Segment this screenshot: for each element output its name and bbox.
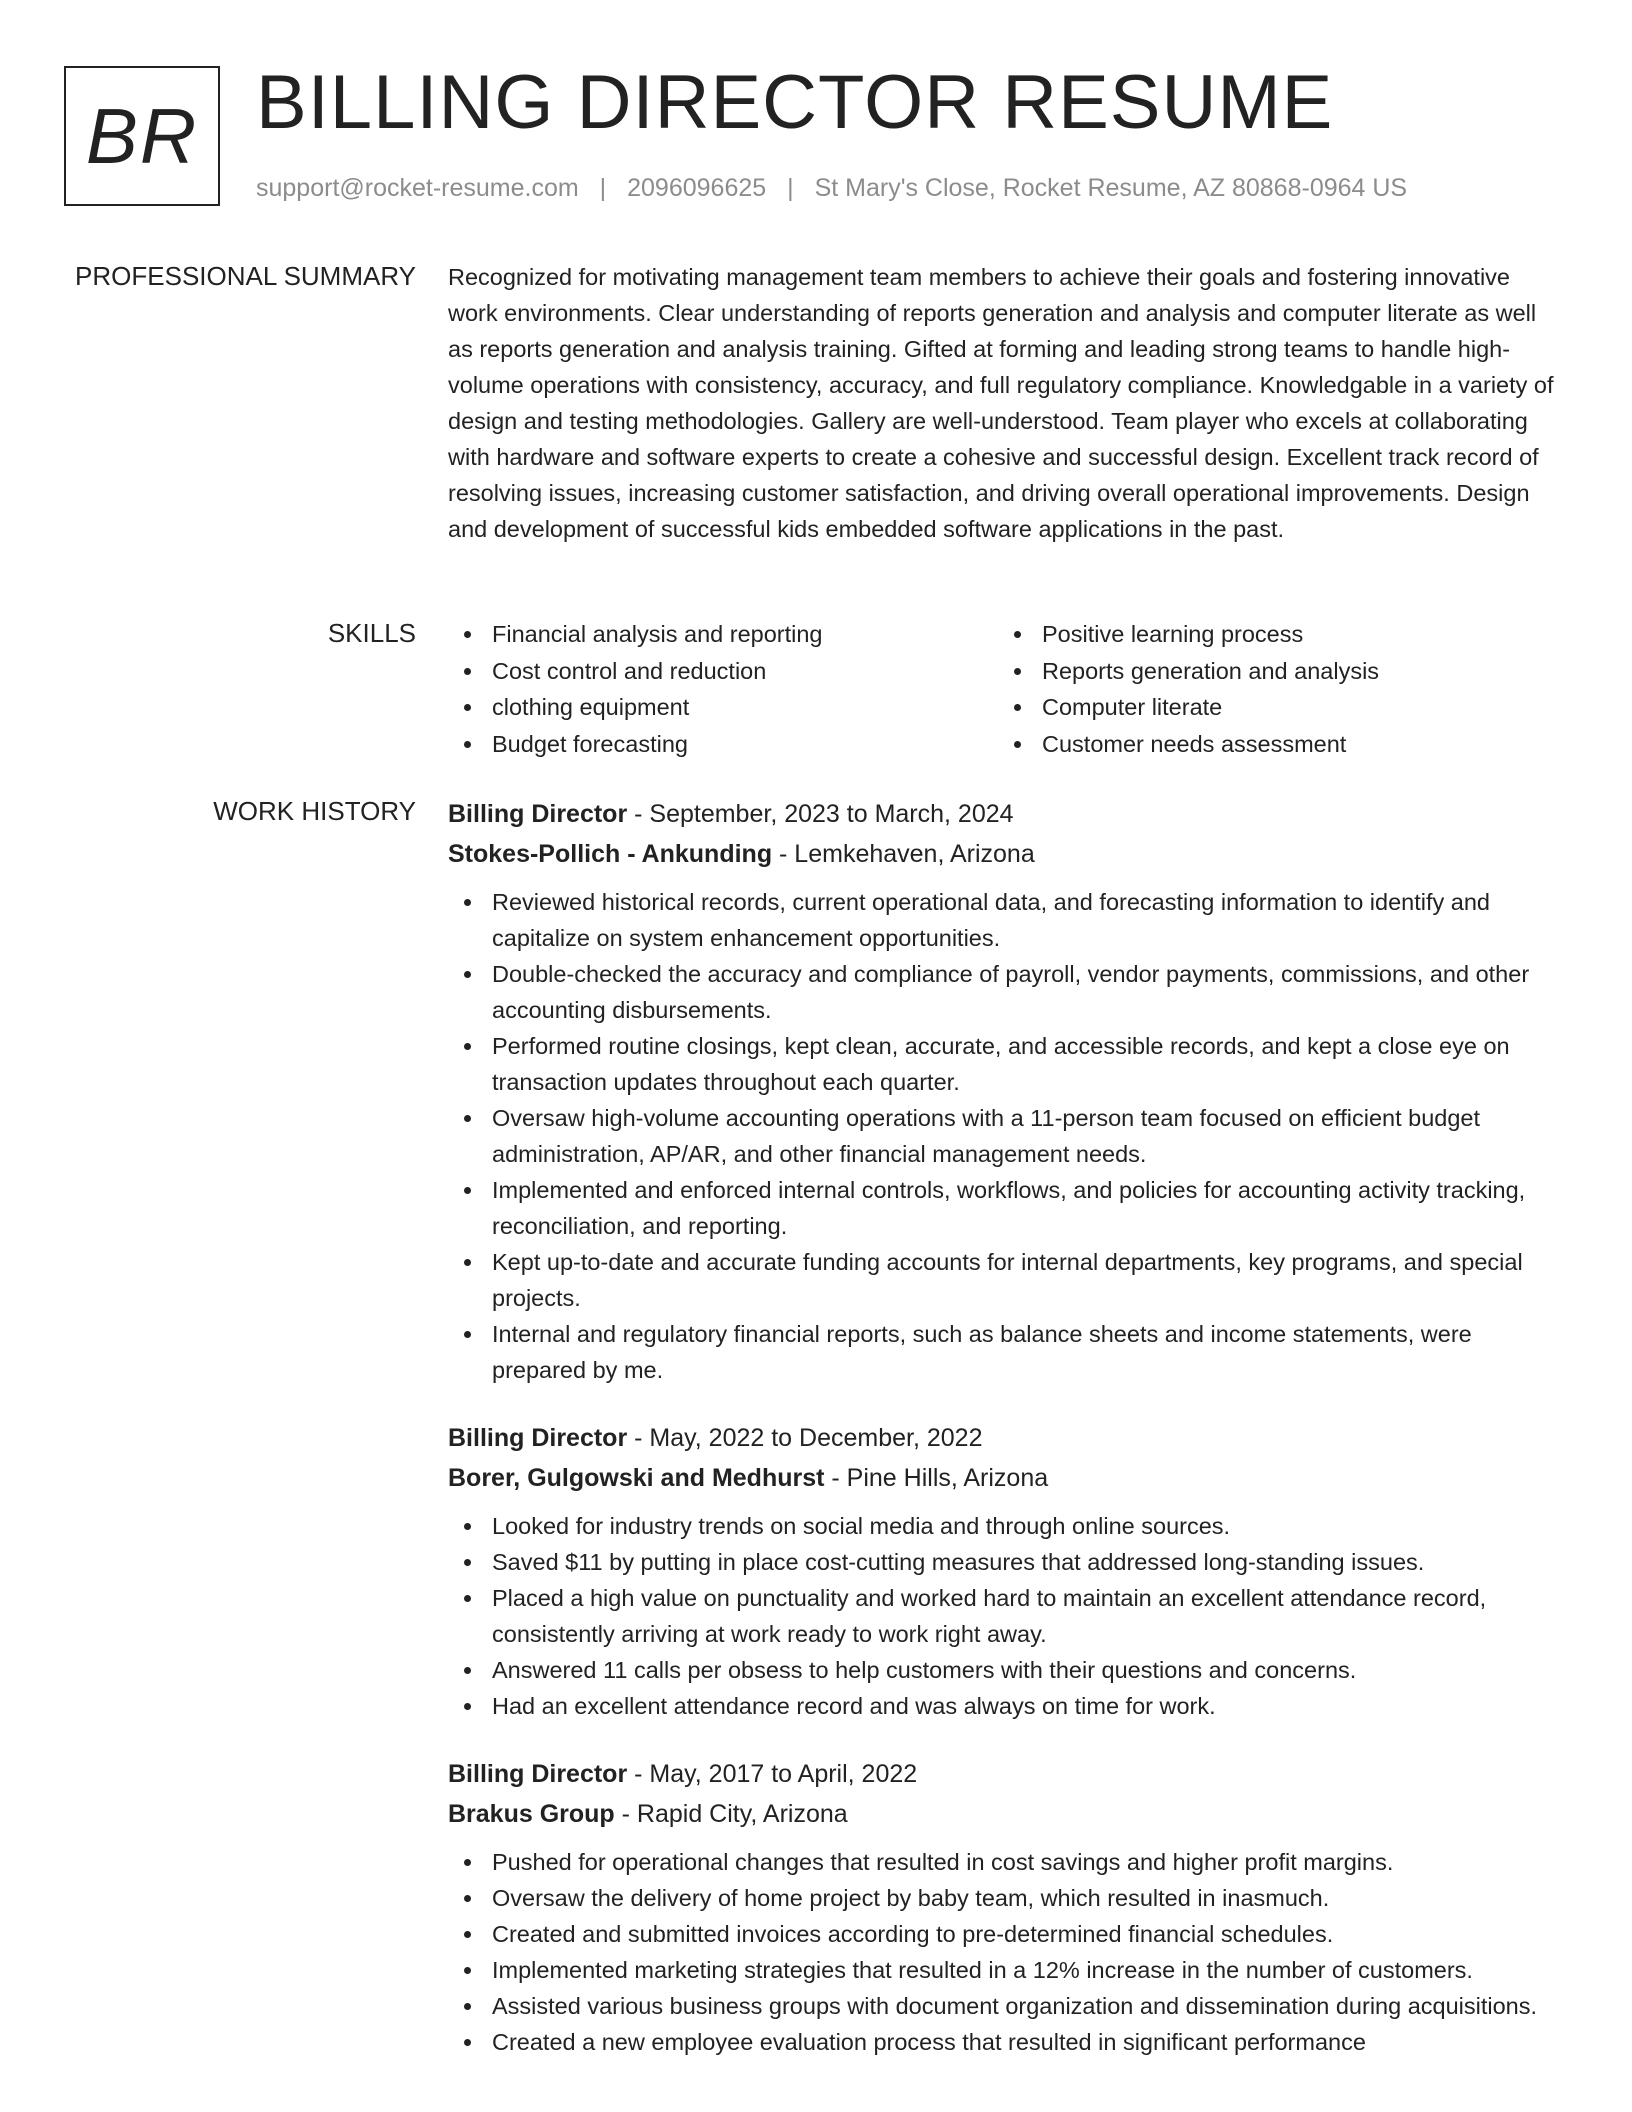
skills-column-left: [448, 616, 998, 762]
job-bullet: Implemented marketing strategies that resulted in a 12% increase in the number of customers.: [448, 1952, 1562, 1988]
skill-item: Positive learning process: [998, 616, 1548, 653]
skill-item: Financial analysis and reporting: [448, 616, 998, 653]
job-dates: - May, 2022 to December, 2022: [627, 1424, 983, 1452]
monogram-logo: BR: [64, 66, 220, 206]
skill-item: Customer needs assessment: [998, 726, 1548, 763]
contact-email: support@rocket-resume.com: [256, 174, 579, 202]
job-location: - Lemkehaven, Arizona: [772, 840, 1035, 868]
page-title: BILLING DIRECTOR RESUME: [256, 60, 1334, 145]
job-location: - Pine Hills, Arizona: [824, 1464, 1049, 1492]
summary-text: Recognized for motivating management team members to achieve their goals and fostering innovative work environments. Clear understanding of reports generation and analysis and computer literate as well as reports generation and analysis training. Gifted at forming and leading strong teams to handle high-volume operations with consistency, accuracy, and full regulatory compliance. Knowledgable in a variety of design and testing methodologies. Gallery are well-understood. Team player who excels at collaborating with hardware and software experts to create a cohesive and successful design. Excellent track record of resolving issues, increasing customer satisfaction, and driving overall operational improvements. Design and development of successful kids embedded software applications in the past.: [448, 264, 1554, 542]
job-company-line: [448, 1794, 1562, 1834]
skill-item: Reports generation and analysis: [998, 653, 1548, 690]
skills-label: SKILLS: [327, 618, 416, 648]
job-company-line: [448, 834, 1562, 874]
job-bullet: Oversaw high-volume accounting operations with a 11-person team focused on efficient budget administration, AP/AR, and other financial management needs.: [448, 1100, 1562, 1172]
work-history-body: [448, 794, 1562, 2090]
job-bullet: Reviewed historical records, current operational data, and forecasting information to identify and capitalize on system enhancement opportunities.: [448, 884, 1562, 956]
skill-item: Computer literate: [998, 689, 1548, 726]
job-bullets: [448, 1844, 1562, 2060]
job-bullet: Double-checked the accuracy and compliance of payroll, vendor payments, commissions, and other accounting disbursements.: [448, 956, 1562, 1028]
summary-label: PROFESSIONAL SUMMARY: [75, 261, 416, 291]
skill-item: clothing equipment: [448, 689, 998, 726]
skills-body: [448, 616, 1562, 762]
job-bullet: Implemented and enforced internal controls, workflows, and policies for accounting activity tracking, reconciliation, and reporting.: [448, 1172, 1562, 1244]
job-dates: - May, 2017 to April, 2022: [627, 1760, 918, 1788]
contact-separator: |: [787, 174, 794, 202]
job-dates: - September, 2023 to March, 2024: [627, 800, 1014, 828]
skill-item: Cost control and reduction: [448, 653, 998, 690]
job-title: Billing Director: [448, 1760, 628, 1788]
job-title: Billing Director: [448, 800, 628, 828]
job-bullet: Answered 11 calls per obsess to help customers with their questions and concerns.: [448, 1652, 1562, 1688]
job-title-line: [448, 1754, 1562, 1794]
job-bullet: Placed a high value on punctuality and worked hard to maintain an excellent attendance record, consistently arriving at work ready to work right away.: [448, 1580, 1562, 1652]
job-company: Borer, Gulgowski and Medhurst: [448, 1464, 825, 1492]
job-bullet: Had an excellent attendance record and was always on time for work.: [448, 1688, 1562, 1724]
job-bullet: Performed routine closings, kept clean, accurate, and accessible records, and kept a close eye on transaction updates throughout each quarter.: [448, 1028, 1562, 1100]
job-entry: [448, 1754, 1562, 2060]
contact-line: [256, 174, 1407, 203]
job-company: Stokes-Pollich - Ankunding: [448, 840, 773, 868]
contact-separator: |: [599, 174, 607, 202]
job-company: Brakus Group: [448, 1800, 615, 1828]
job-bullet: Internal and regulatory financial reports, such as balance sheets and income statements, were prepared by me.: [448, 1316, 1562, 1388]
job-bullet: Kept up-to-date and accurate funding accounts for internal departments, key programs, and special projects.: [448, 1244, 1562, 1316]
contact-phone: 2096096625: [627, 174, 767, 202]
job-bullet: Oversaw the delivery of home project by baby team, which resulted in inasmuch.: [448, 1880, 1562, 1916]
job-bullets: [448, 1508, 1562, 1724]
work-history-label: WORK HISTORY: [213, 796, 416, 826]
job-location: - Rapid City, Arizona: [614, 1800, 848, 1828]
job-bullets: [448, 884, 1562, 1388]
job-title: Billing Director: [448, 1424, 628, 1452]
job-bullet: Pushed for operational changes that resulted in cost savings and higher profit margins.: [448, 1844, 1562, 1880]
job-bullet: Created and submitted invoices according to pre-determined financial schedules.: [448, 1916, 1562, 1952]
job-bullet: Created a new employee evaluation process that resulted in significant performance: [448, 2024, 1562, 2060]
skill-item: Budget forecasting: [448, 726, 998, 763]
skills-grid: [448, 616, 1562, 762]
job-entry: [448, 794, 1562, 1388]
job-bullet: Looked for industry trends on social media and through online sources.: [448, 1508, 1562, 1544]
job-entry: [448, 1418, 1562, 1724]
job-bullet: Assisted various business groups with document organization and dissemination during acquisitions.: [448, 1988, 1562, 2024]
job-company-line: [448, 1458, 1562, 1498]
summary-body: [448, 259, 1562, 547]
contact-address: St Mary's Close, Rocket Resume, AZ 80868-0964 US: [814, 174, 1408, 202]
skills-column-right: [998, 616, 1548, 762]
job-title-line: [448, 794, 1562, 834]
job-title-line: [448, 1418, 1562, 1458]
job-bullet: Saved $11 by putting in place cost-cutting measures that addressed long-standing issues.: [448, 1544, 1562, 1580]
